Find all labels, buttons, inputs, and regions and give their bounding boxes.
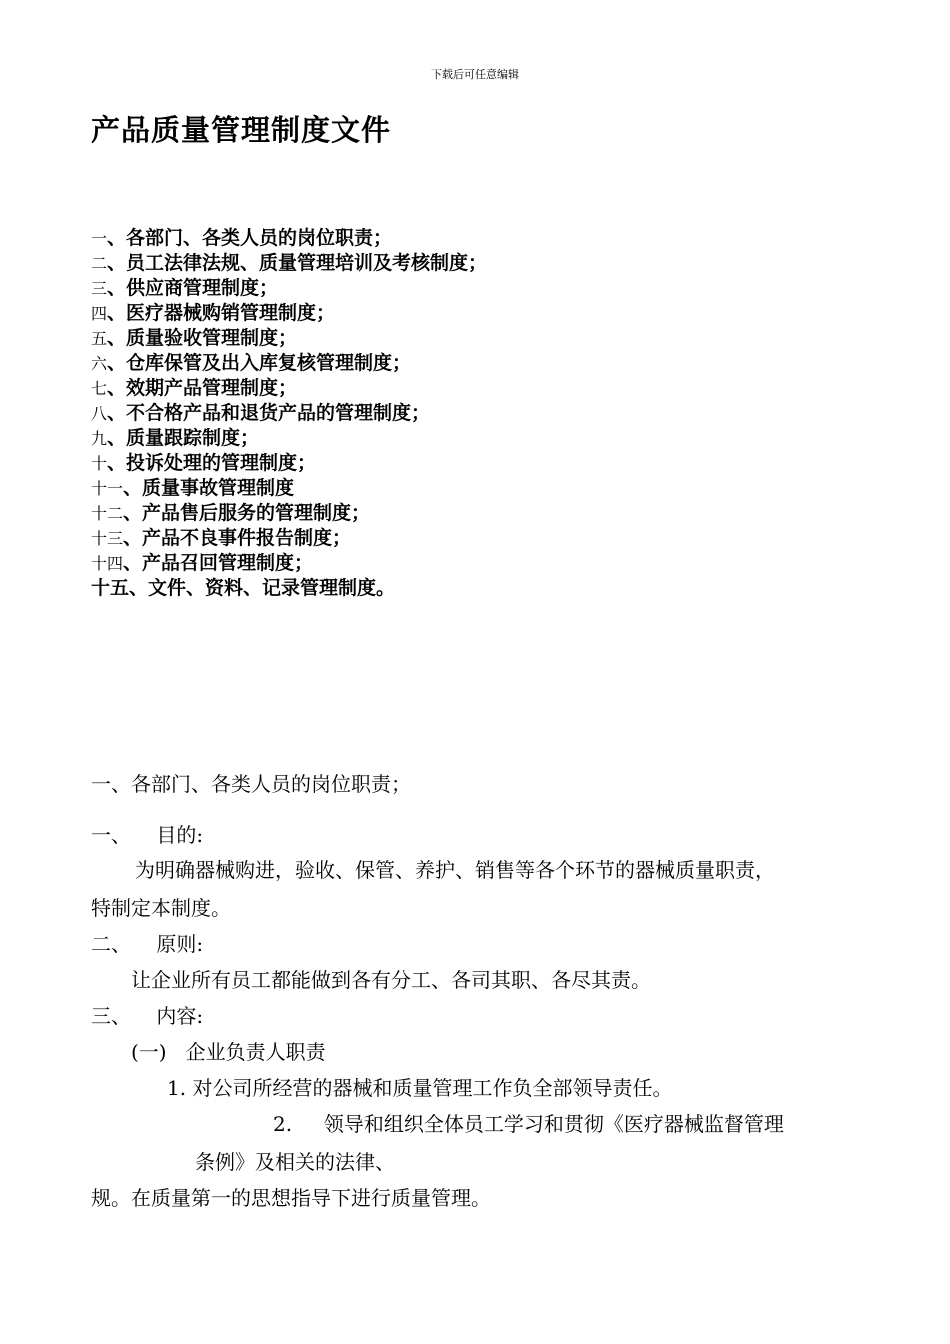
purpose-paragraph-line: 特制定本制度。 [91, 896, 231, 920]
toc-item-text: 、效期产品管理制度； [107, 377, 298, 399]
toc-item-text: 、投诉处理的管理制度； [107, 452, 317, 474]
toc-item-text: 、仓库保管及出入库复核管理制度； [107, 352, 412, 374]
principle-paragraph: 让企业所有员工都能做到各有分工、各司其职、各尽其责。 [131, 968, 651, 992]
toc-item [91, 276, 487, 301]
toc-item [91, 526, 487, 551]
toc-item-text: 、员工法律法规、质量管理培训及考核制度； [107, 252, 488, 274]
toc-item [91, 301, 487, 326]
document-title: 产品质量管理制度文件 [91, 113, 392, 147]
toc-item [91, 376, 487, 401]
toc-item-text: 、产品召回管理制度； [123, 552, 314, 574]
toc-item-number: 十 [91, 454, 108, 473]
toc-item-text: 、质量跟踪制度； [107, 427, 260, 449]
toc-item-number: 四 [91, 304, 108, 323]
toc-item [91, 551, 487, 576]
purpose-paragraph-line: 为明确器械购进，验收、保管、养护、销售等各个环节的器械质量职责， [135, 858, 775, 882]
toc-item-text: 、医疗器械购销管理制度； [107, 302, 336, 324]
toc-item-number: 二 [91, 254, 108, 273]
toc-item-number: 十三 [91, 529, 124, 548]
toc-item [91, 451, 487, 476]
toc-item-text: 、文件、资料、记录管理制度。 [129, 577, 396, 599]
purpose-label: 一、 目的: [91, 823, 204, 847]
toc-item-text: 、各部门、各类人员的岗位职责； [107, 227, 393, 249]
toc-item-text: 、不合格产品和退货产品的管理制度； [107, 402, 431, 424]
toc-item-number: 七 [91, 379, 108, 398]
toc-item-number: 三 [91, 279, 108, 298]
table-of-contents [91, 226, 487, 601]
toc-item [91, 476, 487, 501]
toc-item [91, 251, 487, 276]
toc-item-number: 十四 [91, 554, 124, 573]
content-label: 三、 内容: [91, 1004, 204, 1028]
toc-item [91, 501, 487, 526]
toc-item-number: 八 [91, 404, 108, 423]
toc-item-text: 、产品不良事件报告制度； [123, 527, 352, 549]
toc-item-number: 一 [91, 229, 108, 248]
principle-label: 二、 原则: [91, 932, 204, 956]
list-item-continuation: 条例》及相关的法律、 [195, 1150, 395, 1174]
subsection-label: (一) 企业负责人职责 [131, 1040, 326, 1064]
toc-item-number: 十一 [91, 479, 124, 498]
toc-item [91, 426, 487, 451]
toc-item-number: 十五 [91, 577, 130, 599]
list-item-continuation: 规。在质量第一的思想指导下进行质量管理。 [91, 1186, 491, 1210]
toc-item-text: 、产品售后服务的管理制度； [123, 502, 371, 524]
toc-item-number: 六 [91, 354, 108, 373]
toc-item-number: 五 [91, 329, 108, 348]
toc-item [91, 326, 487, 351]
list-item: 2. 领导和组织全体员工学习和贯彻《医疗器械监督管理 [273, 1112, 784, 1136]
page-header-note: 下载后可任意编辑 [431, 68, 519, 81]
section-heading: 一、各部门、各类人员的岗位职责； [91, 772, 411, 796]
toc-item-text: 、质量验收管理制度； [107, 327, 298, 349]
toc-item [91, 351, 487, 376]
toc-item-number: 十二 [91, 504, 124, 523]
toc-item-text: 、质量事故管理制度 [123, 477, 295, 499]
toc-item [91, 226, 487, 251]
toc-item-number: 九 [91, 429, 108, 448]
toc-item-text: 、供应商管理制度； [107, 277, 279, 299]
toc-item [91, 576, 487, 601]
list-item: 1. 对公司所经营的器械和质量管理工作负全部领导责任。 [167, 1076, 673, 1100]
toc-item [91, 401, 487, 426]
